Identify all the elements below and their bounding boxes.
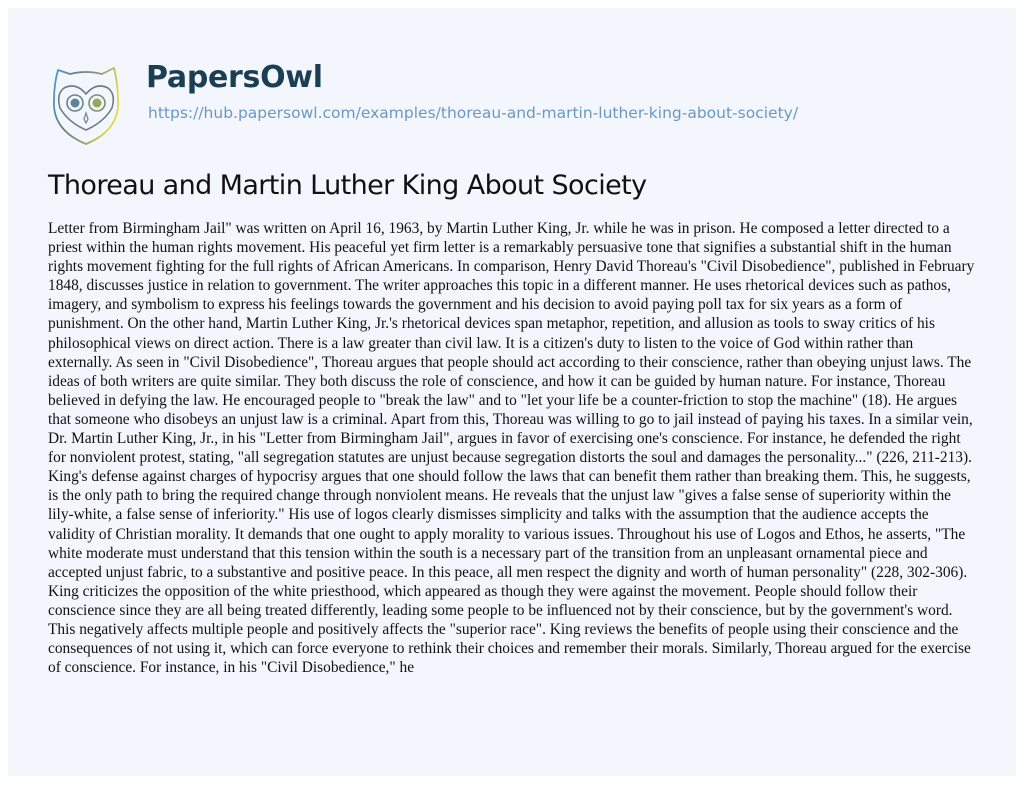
- owl-logo-icon: [48, 64, 124, 148]
- essay-body: Letter from Birmingham Jail" was written on April 16, 1963, by Martin Luther King, Jr. while he was in prison. He composed a letter directed to a priest within the human rights movement. His peaceful yet firm letter is a remarkably persuasive tone that signifies a substantial shift in the human rights movement fighting for the full rights of African Americans. In comparison, Henry David Thoreau's "Civil Disobedience", published in February 1848, discusses justice in relation to government. The writer approaches this topic in a different manner. He uses rhetorical devices such as pathos, imagery, and symbolism to express his feelings towards the government and his decision to avoid paying poll tax for six years as a form of punishment. On the other hand, Martin Luther King, Jr.'s rhetorical devices span metaphor, repetition, and allusion as tools to sway critics of his philosophical views on direct action. There is a law greater than civil law. It is a citizen's duty to listen to the voice of God within rather than externally. As seen in "Civil Disobedience", Thoreau argues that people should act according to their conscience, rather than obeying unjust laws. The ideas of both writers are quite similar. They both discuss the role of conscience, and how it can be guided by human nature. For instance, Thoreau believed in defying the law. He encouraged people to "break the law" and to "let your life be a counter-friction to stop the machine" (18). He argues that someone who disobeys an unjust law is a criminal. Apart from this, Thoreau was willing to go to jail instead of paying his taxes. In a similar vein, Dr. Martin Luther King, Jr., in his "Letter from Birmingham Jail", argues in favor of exercising one's conscience. For instance, he defended the right for nonviolent protest, stating, "all segregation statutes are unjust because segregation distorts the soul and damages the personality..." (226, 211-213). King's defense against charges of hypocrisy argues that one should follow the laws that can benefit them rather than breaking them. This, he suggests, is the only path to bring the required change through nonviolent means. He reveals that the unjust law "gives a false sense of superiority within the lily-white, a false sense of inferiority." His use of logos clearly dismisses simplicity and talks with the assumption that the audience accepts the validity of Christian morality. It demands that one ought to apply morality to various issues. Throughout his use of Logos and Ethos, he asserts, "The white moderate must understand that this tension within the south is a necessary part of the transition from an unpleasant ornamental piece and accepted unjust fabric, to a substantive and positive peace. In this peace, all men respect the dignity and worth of human personality" (228, 302-306). King criticizes the opposition of the white priesthood, which appeared as though they were against the movement. People should follow their conscience since they are all being treated differently, leading some people to be influenced not by their conscience, but by the government's word. This negatively affects multiple people and positively affects the "superior race". King reviews the benefits of people using their conscience and the consequences of not using it, which can force everyone to rethink their choices and remember their morals. Similarly, Thoreau argued for the exercise of conscience. For instance, in his "Civil Disobedience," he: [48, 220, 975, 677]
- brand-name[interactable]: PapersOwl: [146, 60, 323, 95]
- source-url-link[interactable]: https://hub.papersowl.com/examples/thoreau-and-martin-luther-king-about-society/: [148, 104, 799, 122]
- page-title: Thoreau and Martin Luther King About Society: [48, 170, 647, 201]
